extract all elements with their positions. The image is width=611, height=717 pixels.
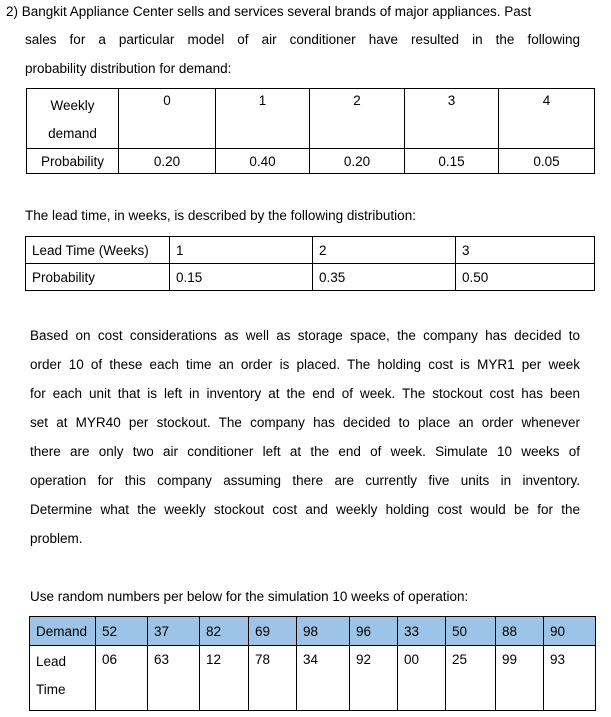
lead-random-number: 00: [398, 646, 446, 711]
body-line-3: for each unit that is left in inventory at the end of week. The stockout cost has been: [30, 386, 580, 401]
demand-random-number: 90: [544, 617, 596, 646]
lead-time-header: Lead Time (Weeks): [26, 237, 170, 264]
probability-cell: 0.20: [119, 149, 216, 174]
body-line-6: operation for this company assuming there are currently five units in inventory.: [30, 473, 580, 488]
demand-value-cell: 1: [216, 89, 310, 149]
lead-random-number: 93: [544, 646, 596, 711]
intro-line-1: 2) Bangkit Appliance Center sells and services several brands of major appliances. Past: [6, 4, 532, 19]
weekly-demand-header: Weekly demand: [27, 89, 119, 149]
lead-time-row-label: [30, 646, 96, 711]
lead-random-number: 12: [200, 646, 249, 711]
demand-value-cell: 4: [499, 89, 595, 149]
probability-cell: 0.50: [456, 264, 595, 291]
lead-random-number: 78: [249, 646, 297, 711]
probability-label: Probability: [26, 264, 170, 291]
lead-random-number: 25: [446, 646, 496, 711]
body-line-1: Based on cost considerations as well as storage space, the company has decided to: [30, 328, 580, 343]
probability-label: Probability: [27, 149, 119, 174]
probability-cell: 0.40: [216, 149, 310, 174]
body-line-4: set at MYR40 per stockout. The company has decided to place an order whenever: [30, 415, 580, 430]
demand-value-cell: 0: [119, 89, 216, 149]
demand-random-number: 52: [96, 617, 148, 646]
lead-random-number: 92: [350, 646, 398, 711]
demand-table-probability-row: [27, 149, 595, 174]
body-line-8: problem.: [30, 531, 83, 546]
intro-line-2: sales for a particular model of air conditioner have resulted in the following: [25, 32, 580, 47]
probability-cell: 0.15: [170, 264, 313, 291]
lead-label-line-1: Lead: [36, 654, 67, 669]
probability-cell: 0.20: [310, 149, 405, 174]
demand-distribution-table: [26, 88, 595, 174]
probability-cell: 0.05: [499, 149, 595, 174]
lead-random-number: 63: [148, 646, 200, 711]
lead-time-header-row: [26, 237, 595, 264]
lead-time-table: [25, 236, 595, 291]
lead-random-number: 06: [96, 646, 148, 711]
lead-label-line-2: Time: [36, 682, 66, 697]
probability-cell: 0.35: [313, 264, 456, 291]
body-line-7: Determine what the weekly stockout cost and weekly holding cost would be for the: [30, 502, 580, 517]
demand-random-number: 37: [148, 617, 200, 646]
demand-table-header-row: [27, 89, 595, 149]
demand-random-number: 98: [297, 617, 350, 646]
probability-cell: 0.15: [405, 149, 499, 174]
lead-time-probability-row: [26, 264, 595, 291]
random-numbers-table: [29, 616, 596, 711]
lead-time-value-cell: 1: [170, 237, 313, 264]
demand-random-number: 96: [350, 617, 398, 646]
demand-random-number: 50: [446, 617, 496, 646]
demand-random-number: 33: [398, 617, 446, 646]
body-line-5: there are only two air conditioner left at the end of week. Simulate 10 weeks of: [30, 444, 580, 459]
lead-time-value-cell: 2: [313, 237, 456, 264]
random-numbers-intro: Use random numbers per below for the simulation 10 weeks of operation:: [30, 589, 469, 604]
lead-random-number: 99: [496, 646, 544, 711]
lead-time-value-cell: 3: [456, 237, 595, 264]
random-demand-row: [30, 617, 596, 646]
lead-time-intro: The lead time, in weeks, is described by the following distribution:: [25, 208, 416, 223]
demand-random-number: 88: [496, 617, 544, 646]
demand-value-cell: 3: [405, 89, 499, 149]
lead-random-number: 34: [297, 646, 350, 711]
demand-row-label: Demand: [30, 617, 96, 646]
body-line-2: order 10 of these each time an order is placed. The holding cost is MYR1 per week: [30, 357, 580, 372]
demand-random-number: 69: [249, 617, 297, 646]
intro-line-3: probability distribution for demand:: [25, 61, 232, 76]
demand-random-number: 82: [200, 617, 249, 646]
demand-value-cell: 2: [310, 89, 405, 149]
random-lead-time-row: [30, 646, 596, 711]
